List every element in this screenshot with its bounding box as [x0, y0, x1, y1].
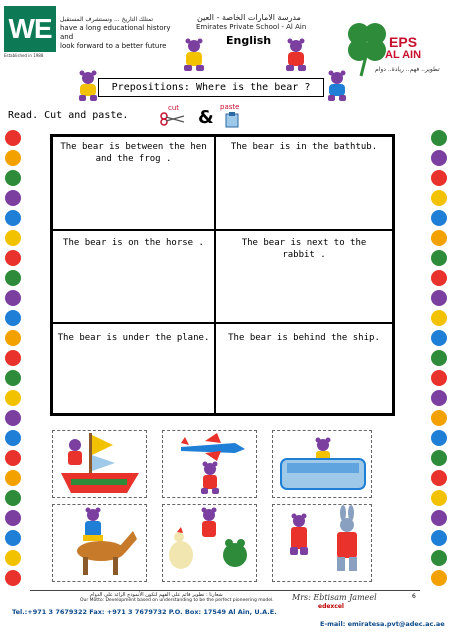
header-motto: [60, 24, 180, 51]
we-logo: WE: [4, 6, 56, 52]
eps-logo-text: [385, 36, 421, 62]
bear-icon: [282, 38, 310, 72]
footer-english-motto: Our Motto: Development based on understanding to be the perfect pioneering model.: [80, 598, 274, 603]
cutout-ship[interactable]: [52, 430, 147, 498]
cell-behind[interactable]: [215, 323, 393, 414]
arabic-tagline: تمتلك التاريخ ... ونستشرف المستقبل: [60, 16, 154, 23]
cell-between[interactable]: [52, 136, 215, 230]
cut-label: cut: [168, 104, 180, 112]
established-text: Established in 1988: [4, 53, 44, 58]
cell-under[interactable]: [52, 323, 215, 414]
cell-text: The bear is in the bathtub.: [230, 142, 378, 152]
cell-in[interactable]: [215, 136, 393, 230]
paste-icon: [224, 112, 240, 128]
bear-icon: [180, 38, 208, 72]
eps-line-1: EPS: [389, 34, 418, 50]
footer-arabic-motto: شعارنا : تطوير قائم على الفهم لتكون الأنموذج الرائد على الدوام: [90, 592, 223, 598]
cell-text: The bear is between the hen and the frog .: [60, 142, 207, 164]
teacher-name: Mrs: Ebtisam Jameel: [292, 593, 377, 602]
scissors-icon: [160, 112, 186, 126]
cell-on[interactable]: [52, 230, 215, 323]
page-number: 6: [412, 593, 416, 600]
cell-next-to[interactable]: [215, 230, 393, 323]
cutout-hen-frog[interactable]: [162, 504, 257, 582]
eps-arabic-slogan: تطوير.. فهم.. ريادة.. دوام: [375, 66, 440, 73]
bear-icon: [324, 70, 350, 102]
hen-frog-bear-picture: [163, 505, 256, 581]
edexcel-logo: edexcel: [318, 603, 344, 610]
plane-bear-picture: [163, 431, 256, 497]
cell-text: The bear is next to the rabbit .: [241, 238, 367, 260]
cutout-bathtub[interactable]: [272, 430, 372, 498]
sentence-grid: [50, 134, 395, 416]
rabbit-bear-picture: [273, 505, 371, 581]
instruction-text: Read. Cut and paste.: [8, 110, 129, 121]
cutout-plane[interactable]: [162, 430, 257, 498]
footer-divider: [30, 590, 420, 591]
cell-text: The bear is on the horse .: [63, 238, 204, 248]
footer-email: E-mail: emiratesa.pvt@adec.ac.ae: [320, 620, 445, 628]
footer-contact: Tel.:+971 3 7679322 Fax: +971 3 7679732 P.O. Box: 17549 Al Ain, U.A.E.: [12, 608, 277, 616]
subject-title: English: [226, 34, 272, 47]
horse-bear-picture: [53, 505, 146, 581]
cutout-rabbit[interactable]: [272, 504, 372, 582]
school-name-english: Emirates Private School - Al Ain: [196, 23, 307, 31]
cell-text: The bear is behind the ship.: [228, 333, 380, 343]
left-button-border: [2, 128, 24, 588]
bathtub-bear-picture: [273, 431, 371, 497]
eps-line-2: AL AIN: [385, 49, 422, 61]
motto-line-1: have a long educational history and: [60, 24, 171, 41]
paste-label: paste: [220, 103, 240, 111]
right-button-border: [428, 128, 450, 588]
cell-text: The bear is under the plane.: [57, 333, 210, 343]
motto-line-2: look forward to a better future: [60, 42, 167, 50]
ship-bear-picture: [53, 431, 146, 497]
ampersand: &: [198, 107, 214, 128]
school-name-arabic: مدرسة الامارات الخاصة - العين: [197, 13, 301, 22]
cutout-horse[interactable]: [52, 504, 147, 582]
worksheet-title: Prepositions: Where is the bear ?: [98, 78, 324, 97]
